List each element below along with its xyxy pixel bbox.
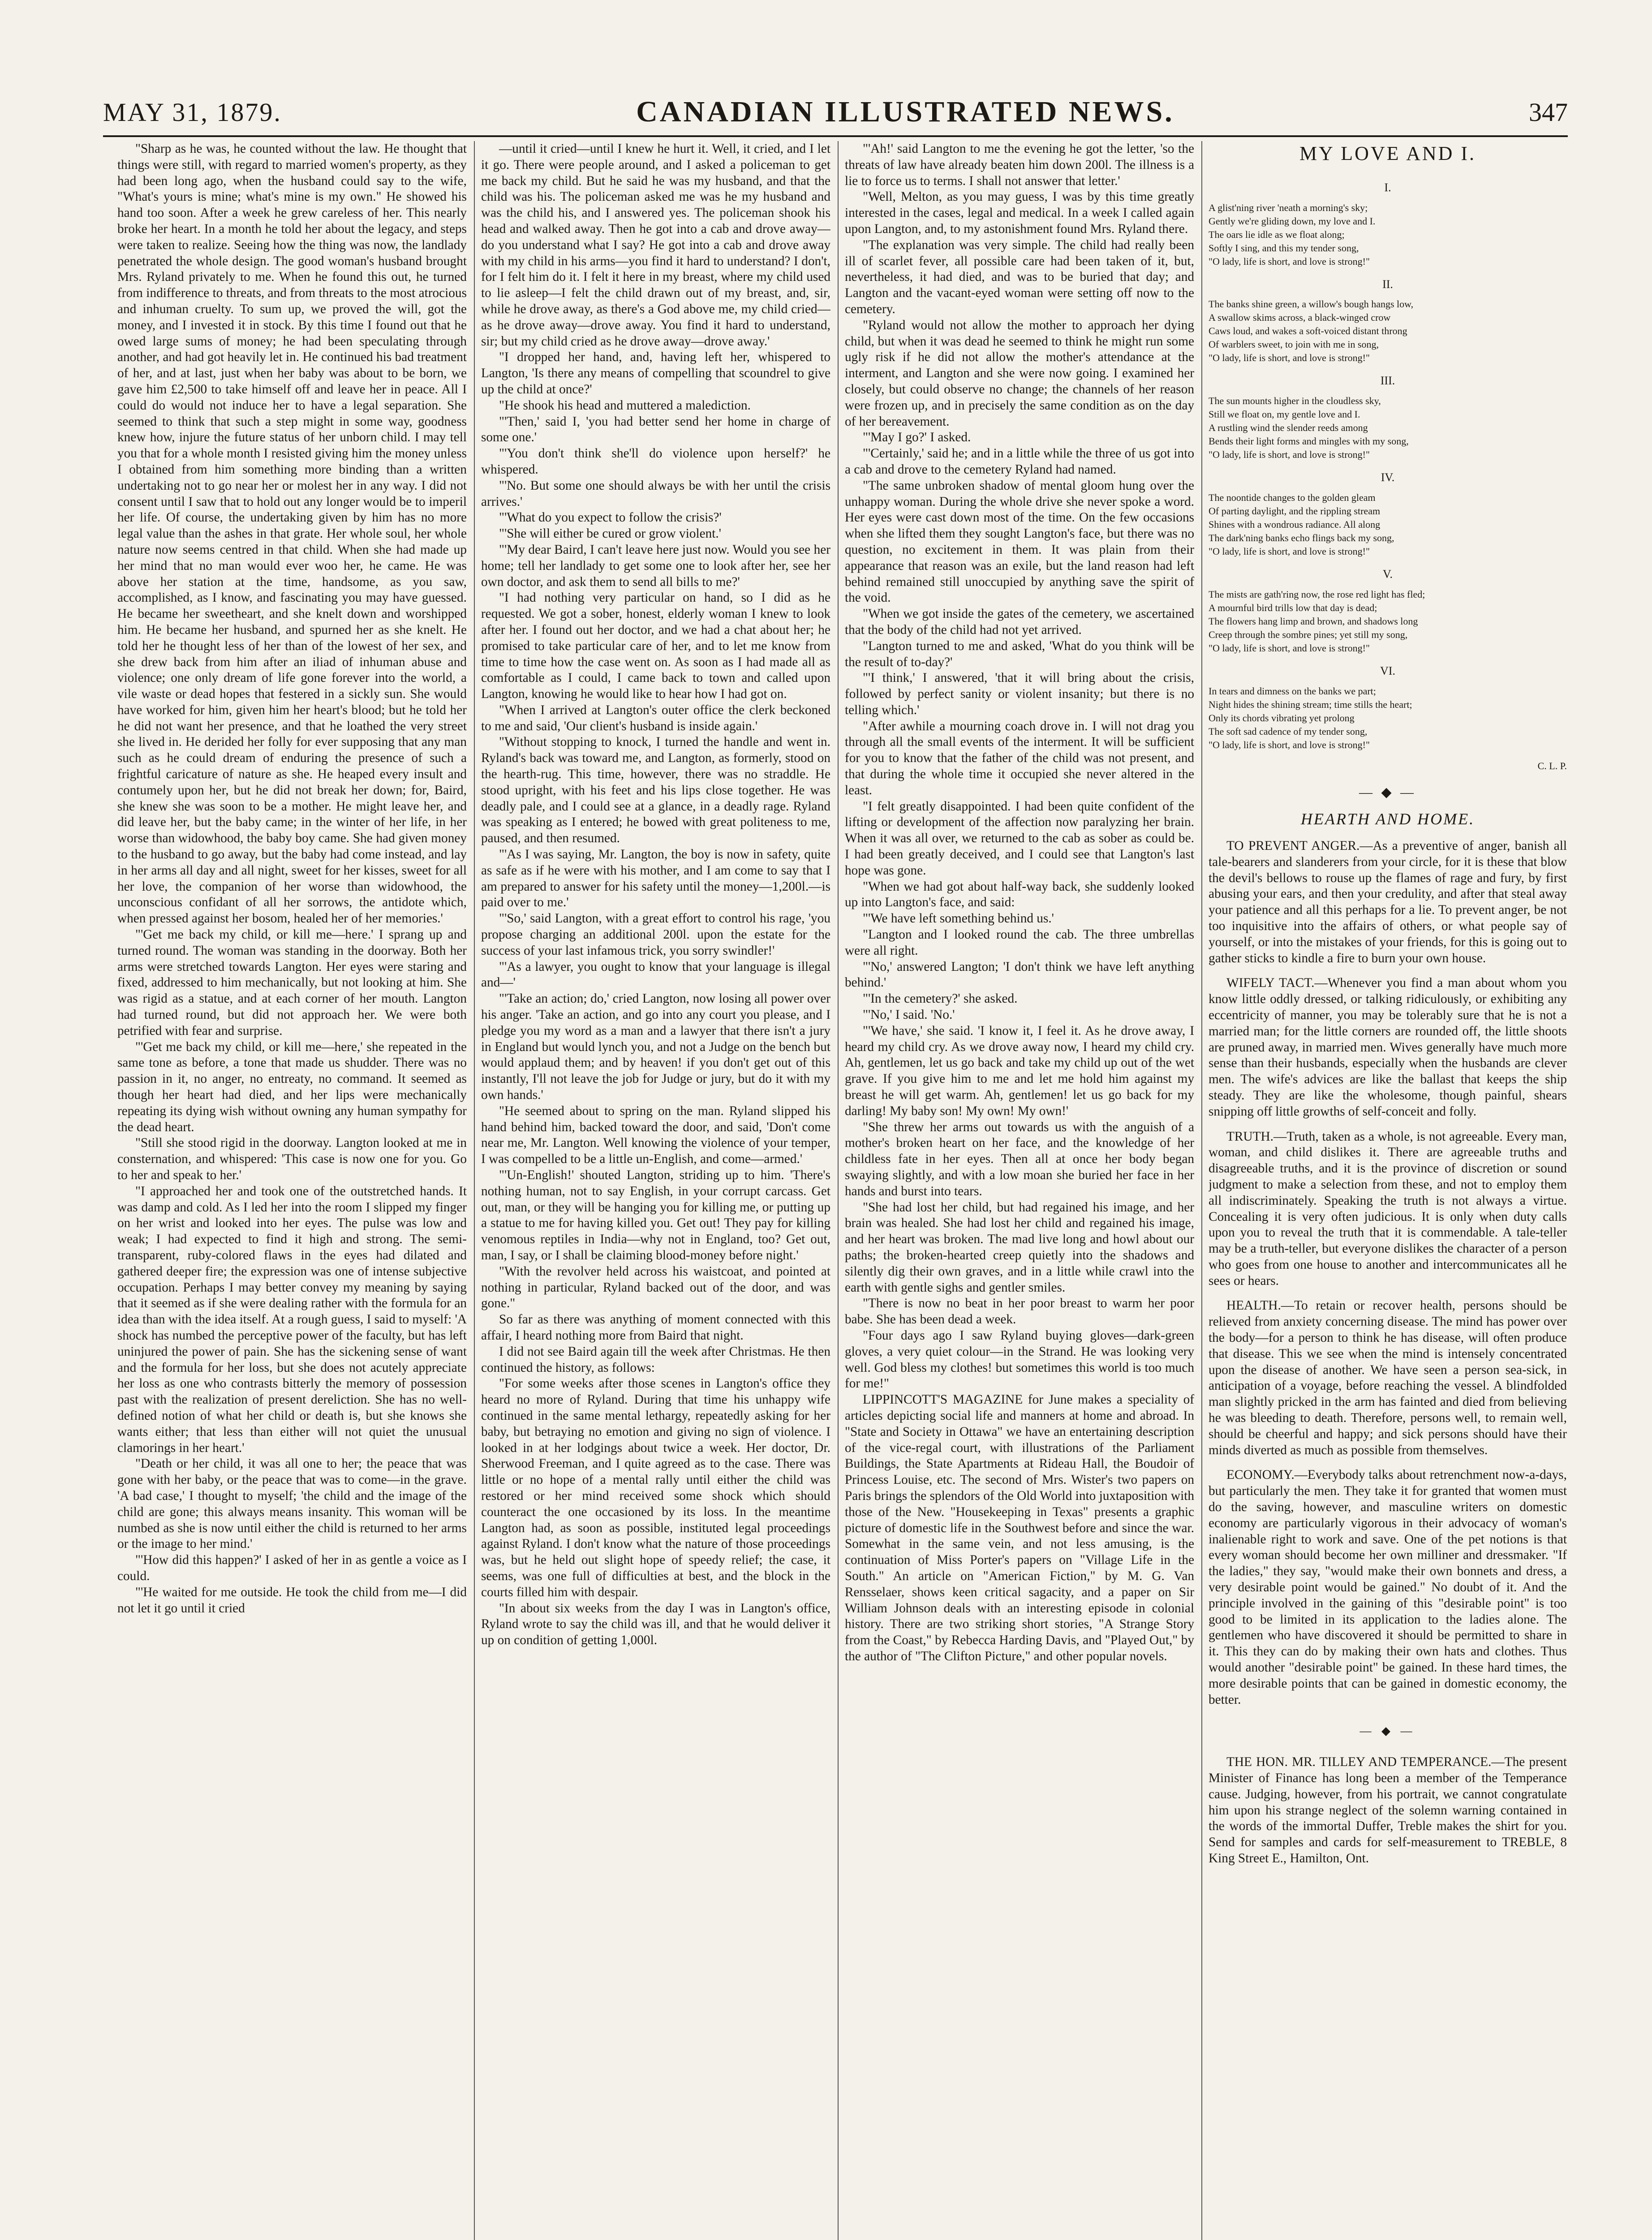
paragraph: "He shook his head and muttered a malediction.	[499, 398, 751, 413]
poem-line: Creep through the sombre pines; yet still my song,	[1209, 629, 1408, 640]
paragraph: "I dropped her hand, and, having left her, whispered to Langton, 'Is there any means of compelling that scoundrel to give up the child at once?'	[481, 350, 830, 396]
poem-line: Softly I sing, and this my tender song,	[1209, 242, 1359, 254]
column-divider	[1201, 141, 1202, 2240]
poem-line: Shines with a wondrous radiance. All along	[1209, 518, 1381, 530]
paragraph: "With the revolver held across his waistcoat, and pointed at nothing in particular, Ryland backed out of the door, and was gone."	[481, 1264, 830, 1311]
column-4	[1209, 141, 1567, 2240]
paragraph: "'Get me back my child, or kill me—here,' she repeated in the same tone as before, a tone that made us shudder. There was no passion in it, no anger, no entreaty, no command. It seemed as though her heart had died, and her lips were mechanically repeating its dying wish without owning any human sympathy for the dead heart.	[117, 1039, 467, 1134]
stanza-number: I.	[1384, 181, 1391, 194]
paragraph: "'In the cemetery?' she asked.	[863, 991, 1018, 1006]
poem-line: Night hides the shining stream; time stills the heart;	[1209, 698, 1412, 710]
stanza-number: V.	[1383, 567, 1393, 581]
poem-line: Bends their light forms and mingles with my song,	[1209, 435, 1409, 447]
paragraph: "'What do you expect to follow the crisis?'	[499, 510, 722, 525]
poem-signature: C. L. P.	[1537, 760, 1567, 771]
paragraph: "'As a lawyer, you ought to know that your language is illegal and—'	[481, 959, 830, 990]
paragraph: "I had nothing very particular on hand, so I did as he requested. We got a sober, honest, elderly woman I knew to look after her. I found out her doctor, and we had a chat about her; he promised to take particular care of her, and to let me know from time to time how the case went on. As soon as I had made all as comfortable as I could, I came back to town and called upon Langton, knowing he would like to hear how I had got on.	[481, 590, 830, 702]
paragraph: "'Ah!' said Langton to me the evening he got the letter, 'so the threats of law have already beaten him down 200l. The illness is a lie to force us to terms. I shall not answer that letter.'	[845, 142, 1194, 188]
story-column-2	[481, 141, 830, 2240]
paragraph: So far as there was anything of moment connected with this affair, I heard nothing more from Baird that night.	[481, 1312, 830, 1343]
hearth-paragraphs	[1209, 838, 1567, 1708]
poem-line: A glist'ning river 'neath a morning's sky;	[1209, 202, 1368, 213]
paragraph: "Langton and I looked round the cab. The three umbrellas were all right.	[845, 927, 1194, 958]
paragraph: "'Get me back my child, or kill me—here.' I sprang up and turned round. The woman was standing in the doorway. Both her arms were stretched towards Langton. Her eyes were staring and fixed, addressed to him mechanically, but not looking at him. She was rigid as a statue, and at each corner of her mouth. Langton had turned round, but did not approach her. We were both petrified with fear and surprise.	[117, 927, 467, 1038]
poem-line: A rustling wind the slender reeds among	[1209, 422, 1368, 434]
paragraph: "After awhile a mourning coach drove in. I will not drag you through all the small events of the interment. It will be sufficient for you to know that the father of the child was not present, and that during the whole time it occupied she never altered in the least.	[845, 719, 1194, 797]
paragraph: "'Then,' said I, 'you had better send her home in charge of some one.'	[481, 414, 830, 445]
stanza-number: II.	[1382, 277, 1393, 291]
poem-line: Of warblers sweet, to join with me in song,	[1209, 339, 1379, 350]
poem-line: A mournful bird trills low that day is dead;	[1209, 602, 1377, 613]
paragraph: "Sharp as he was, he counted without the law. He thought that things were still, with regard to married women's property, as they had been long ago, when the husband could say to the wife, "What's yours is mine; what's mine is my own." He showed his hand too soon. After a week he grew careless of her. This nearly broke her heart. In a month he told her about the legacy, and steps were taken to realize. Seeing how the thing was now, the landlady penetrated the whole design. The good woman's husband brought Mrs. Ryland privately to me. When he found this out, he turned from indifference to threats, and from threats to the most atrocious and inhuman cruelty. To sum up, we proved the will, got the money, and I invested it in stock. By this time I found out that he owed large sums of money; he had been speculating through another, and had got heavily let in. He continued his bad treatment of her, and at last, just when her baby was about to be born, we gave him £2,500 to take himself off and leave her in peace. All I could do would not induce her to have a legal separation. She seemed to think that such a step might in some way, goodness knew how, injure the future status of her unborn child. I may tell you that for a whole month I resisted giving him the money unless I obtained from him something more binding than a written undertaking not to go near her or molest her in any way. I did not consent until I saw that to hold out any longer would be to imperil her life. Of course, the undertaking given by him has no more legal value than the ashes in that grate. Her whole soul, her whole nature now seems centred in that child. When she had made up her mind that no man would ever woo her, he came. He was above her station at the time, handsome, as you saw, accomplished, as I know, and fascinating you may have guessed. He became her sweetheart, and she knelt down and worshipped him. He became her husband, and spurned her as she knelt. He told her he thought less of her than of the lowest of her sex, and she drew back from him after an iliad of inhuman abuse and violence; one only dream of life gone forever into the world, a vile waste or dead hopes that festered in a sickly sun. She would have worked for him, given him her heart's blood; but he told her he did not want her presence, and that he loathed the very street she lived in. He derided her folly for ever supposing that any man such as he could dream of enduring the presence of such a frightful caricature of nature as she. He heaped every insult and contumely upon her, but he did not break her down; for, Baird, she knew she was soon to be a mother. He might leave her, and did leave her, but the baby came; in the winter of her life, in her worse than widowhood, the baby boy came. She had given money to the husband to go away, but the baby had come instead, and lay in her arms all day and all night, sweet for her kisses, sweet for all her love, the companion of her worse than widowhood, the unconscious confidant of all her sorrows, the antidote which, when pressed against her bosom, healed her of her memories.'	[117, 142, 467, 926]
stanza-number: III.	[1380, 374, 1395, 388]
paragraph: "She threw her arms out towards us with the anguish of a mother's broken heart on her face, and the knowledge of her childless fate in her eyes. Then all at once her body began swaying slightly, and with a low moan she buried her face in her hands and burst into tears.	[845, 1120, 1194, 1198]
hearth-paragraph: HEALTH.—To retain or recover health, persons should be relieved from anxiety concerning disease. The mind has power over the body—for a person to think he has disease, will often produce that disease. This we see when the mind is intensely concentrated upon the disease of another. We have seen a person sea-sick, in anticipation of a voyage, before reaching the vessel. A blindfolded man slightly pricked in the arm has fainted and died from believing he was bleeding to death. Therefore, persons well, to remain well, should be cheerful and happy; and sick persons should have their minds diverted as much as possible from themselves.	[1209, 1298, 1567, 1457]
poem-line: The sun mounts higher in the cloudless sky,	[1209, 395, 1381, 407]
poem-line: "O lady, life is short, and love is strong!"	[1209, 449, 1370, 461]
poem-line: "O lady, life is short, and love is strong!"	[1209, 352, 1370, 364]
section-divider: — ◆ —	[1359, 1724, 1416, 1738]
poem-line: Only its chords vibrating yet prolong	[1209, 712, 1355, 724]
paragraph: "The same unbroken shadow of mental gloom hung over the unhappy woman. During the whole drive she never spoke a word. Her eyes were cast down most of the time. On the few occasions when she lifted them they sought Langton's face, but there was no question, no excitement in them. It was plain from their appearance that reason was an exile, but the land reason had left behind remained still unoccupied by anything save the spirit of the void.	[845, 478, 1194, 605]
poem-line: Still we float on, my gentle love and I.	[1209, 409, 1360, 420]
stanza-number: VI.	[1380, 664, 1395, 677]
paragraph: LIPPINCOTT'S MAGAZINE for June makes a speciality of articles depicting social life and manners at home and abroad. In "State and Society in Ottawa" we have an entertaining description of the vice-regal court, with illustrations of the Parliament Buildings, the State Apartments at Rideau Hall, the Boudoir of Princess Louise, etc. The second of Mrs. Wister's two papers on Paris brings the splendors of the Old World into juxtaposition with those of the New. "Housekeeping in Texas" presents a graphic picture of domestic life in the Southwest before and since the war. Somewhat in the same vein, and not less amusing, is the continuation of Miss Porter's papers on "Village Life in the South." An article on "American Fiction," by M. G. Van Rensselaer, shows keen critical sagacity, and a paper on Sir William Johnson deals with an interesting episode in colonial history. There are two striking short stories, "A Strange Story from the Coast," by Rebecca Harding Davis, and "Played Out," by the author of "The Clifton Picture," and other popular novels.	[845, 1392, 1194, 1663]
paragraph: "'He waited for me outside. He took the child from me—I did not let it go until it cried	[117, 1585, 467, 1615]
hearth-title: HEARTH AND HOME.	[1300, 810, 1475, 828]
paragraph: I did not see Baird again till the week after Christmas. He then continued the history, as follows:	[481, 1344, 830, 1375]
hearth-paragraph: WIFELY TACT.—Whenever you find a man about whom you know little oddly dressed, or talking ridiculously, or exhibiting any eccentricity of manner, you may be tolerably sure that he is not a married man; for the little corners are rounded off, the little shoots are pruned away, in married men. Wives generally have much more sense than their husbands, especially when the husbands are clever men. The wife's advices are like the ballast that keeps the ship steady. They are like the wholesome, though painful, shears snipping off little growths of self-conceit and folly.	[1209, 976, 1567, 1119]
paragraph: "In about six weeks from the day I was in Langton's office, Ryland wrote to say the child was ill, and that he would deliver it up on condition of getting 1,000l.	[481, 1601, 830, 1648]
paragraph: "'How did this happen?' I asked of her in as gentle a voice as I could.	[117, 1553, 467, 1583]
paragraph: "'I think,' I answered, 'that it will bring about the crisis, followed by perfect sanity or violent insanity; but there is no telling which.'	[845, 671, 1194, 717]
page-header	[103, 92, 1568, 132]
paragraph: "When I arrived at Langton's outer office the clerk beckoned to me and said, 'Our client's husband is inside again.'	[481, 702, 830, 733]
header-rule	[103, 135, 1568, 137]
poem-line: A swallow skims across, a black-winged crow	[1209, 312, 1391, 323]
poem-line: The mists are gath'ring now, the rose red light has fled;	[1209, 588, 1425, 600]
poem-line: The oars lie idle as we float along;	[1209, 228, 1345, 240]
paragraph: "'So,' said Langton, with a great effort to control his rage, 'you propose charging an additional 200l. upon the estate for the success of your last infamous trick, you sorry swindler!'	[481, 911, 830, 958]
poem-line: The flowers hang limp and brown, and shadows long	[1209, 615, 1418, 627]
paragraph: "'Take an action; do,' cried Langton, now losing all power over his anger. 'Take an action, and go into any court you please, and I pledge you my word as a man and a lawyer that there isn't a jury in England but would lynch you, and not a Judge on the bench but would applaud them; and by heaven! if you don't get out of this instantly, I'll not leave the job for Judge or jury, but do it with my own hands.'	[481, 991, 830, 1103]
paragraph: "She had lost her child, but had regained his image, and her brain was healed. She had lost her child and regained his image, and her heart was broken. The mad live long and howl about our paths; the broken-hearted creep quietly into the shadows and silently dig their own graves, and in a little while crawl into the earth with gentle sighs and gentler smiles.	[845, 1200, 1194, 1295]
paragraph: "Death or her child, it was all one to her; the peace that was gone with her baby, or the peace that was to come—in the grave. 'A bad case,' I thought to myself; 'the child and the image of the child are gone; this always means insanity. This woman will be numbed as she is now until either the child is returned to her arms or the image to her mind.'	[117, 1456, 467, 1551]
paragraph: "'We have,' she said. 'I know it, I feel it. As he drove away, I heard my child cry. As we drove away now, I heard my child cry. Ah, gentlemen, let us go back and take my child up out of the wet grave. If you give him to me and let me hold him against my breast he will get warm. Ah, gentlemen! let us go back for my darling! My baby son! My own! My own!'	[845, 1023, 1194, 1118]
poem	[1209, 142, 1567, 774]
poem-line: Caws loud, and wakes a soft-voiced distant throng	[1209, 325, 1407, 337]
poem-line: "O lady, life is short, and love is strong!"	[1209, 642, 1370, 654]
tilley-notice: THE HON. MR. TILLEY AND TEMPERANCE.—The present Minister of Finance has long been a member of the Temperance cause. Judging, however, from his portrait, we cannot congratulate him upon his strange neglect of the solemn warning contained in the words of the immortal Duffer, Treble makes the shirt for you. Send for samples and cards for self-measurement to TREBLE, 8 King Street E., Hamilton, Ont.	[1209, 1755, 1567, 1865]
paragraph: "Ryland would not allow the mother to approach her dying child, but when it was dead he seemed to think he might run some ugly risk if he did not allow the mother's attendance at the interment, and Langton and she were now going. I examined her closely, but could observe no change; the channels of her reason were frozen up, and in precisely the same condition as on the day of her bereavement.	[845, 318, 1194, 429]
column-divider	[838, 141, 839, 2240]
poem-line: "O lady, life is short, and love is strong!"	[1209, 545, 1370, 557]
paragraph: "'May I go?' I asked.	[863, 430, 971, 445]
paragraph: "'No,' answered Langton; 'I don't think we have left anything behind.'	[845, 959, 1194, 990]
paragraph: "For some weeks after those scenes in Langton's office they heard no more of Ryland. During that time his unhappy wife continued in the same mental lethargy, repeatedly asking for her baby, but betraying no emotion and giving no sign of violence. I looked in at her lodgings about twice a week. Her doctor, Dr. Sherwood Freeman, and I quite agreed as to the case. There was little or no hope of a mental rally until either the child was restored or her mind received some shock which should counteract the one occasioned by its loss. In the meantime Langton had, as soon as possible, instituted legal proceedings against Ryland. I don't know what the nature of those proceedings was, but he held out slight hope of speedy relief; the case, it seems, was one full of difficulties at best, and the block in the courts filled him with despair.	[481, 1376, 830, 1599]
paragraph: "The explanation was very simple. The child had really been ill of scarlet fever, all possible care had been taken of it, but, nevertheless, it had died, and was to be buried that day; and Langton and the vacant-eyed woman were setting off now to the cemetery.	[845, 237, 1194, 316]
paragraph: "Four days ago I saw Ryland buying gloves—dark-green gloves, a very quiet colour—in the Strand. He was looking very well. God bless my clothes! but sometimes this world is too much for me!"	[845, 1328, 1194, 1391]
ornament-divider: — ◆ —	[1359, 785, 1417, 800]
poem-line: The noontide changes to the golden gleam	[1209, 491, 1376, 503]
poem-line: Gently we're gliding down, my love and I.	[1209, 215, 1376, 227]
paragraph: "'Certainly,' said he; and in a little while the three of us got into a cab and drove to the cemetery Ryland had named.	[845, 446, 1194, 477]
paragraph: —until it cried—until I knew he hurt it. Well, it cried, and I let it go. There were people around, and I asked a policeman to get me back my child. But he said he was my husband, and that the child was his. The policeman asked me was he my husband and was the child his, and I answered yes. The policeman shook his head and walked away. Then he got into a cab and drove away—do you understand what I say? He got into a cab and drove away with my child in his arms—you find it hard to understand? I don't, for I felt him do it. I felt it here in my breast, where my child used to lie asleep—I felt the child drawn out of my breast, and, sir, while he drove away, as there's a God above me, my child cried—as he drove away—drove away. You find it hard to understand, sir; but my child cried as he drove away—drove away.'	[481, 142, 830, 349]
hearth-paragraph: ECONOMY.—Everybody talks about retrenchment now-a-days, but particularly the men. They take it for granted that women must do the saving, however, and masculine writers on domestic economy are particularly vigorous in their advocacy of woman's inalienable right to work and save. One of the pet notions is that every woman should become her own milliner and dressmaker. "If the ladies," they say, "would make their own bonnets and dress, a very desirable point would be gained." No doubt of it. And the principle involved in the gaining of this "desirable point" is too good to be limited in its application to the ladies alone. The gentlemen who have discovered it should be permitted to share in it. This they can do by making their own hats and clothes. Thus would another "desirable point" be gained. In these hard times, the more desirable points that can be gained in domestic economy, the better.	[1209, 1468, 1567, 1707]
poem-title: MY LOVE AND I.	[1299, 142, 1476, 164]
poem-line: In tears and dimness on the banks we part;	[1209, 685, 1376, 697]
newspaper-title: CANADIAN ILLUSTRATED NEWS.	[636, 95, 1174, 128]
paragraph: "There is now no beat in her poor breast to warm her poor babe. She has been dead a week.	[845, 1296, 1194, 1327]
paragraph: "'No,' I said. 'No.'	[863, 1008, 955, 1022]
paragraph: "Without stopping to knock, I turned the handle and went in. Ryland's back was toward me, and Langton, as formerly, stood on the hearth-rug. This time, however, there was no straddle. He stood upright, with his feet and his lips close together. He was deadly pale, and I could see at a glance, in a deadly rage. Ryland was speaking as I entered; he bowed with great politeness to me, paused, and then resumed.	[481, 735, 830, 846]
paragraph: "'Un-English!' shouted Langton, striding up to him. 'There's nothing human, not to say English, in your corrupt carcass. Get out, man, or they will be hanging you for killing me, or putting up a statue to me for having killed you. Get out! They pay for killing venomous reptiles in India—why not in England, too? Get out, man, I say, or I shall be claiming blood-money before night.'	[481, 1168, 830, 1262]
poem-line: "O lady, life is short, and love is strong!"	[1209, 739, 1370, 750]
poem-line: Of parting daylight, and the rippling stream	[1209, 505, 1381, 517]
paragraph: "I approached her and took one of the outstretched hands. It was damp and cold. As I led her into the room I slipped my finger on her wrist and looked into her eyes. The pulse was low and weak; I had expected to find it high and strong. The semi-transparent, ruby-colored flaws in the eyes had dilated and gathered deeper fire; the expression was one of intense subjective occupation. Perhaps I may better convey my meaning by saying that it seemed as if she were dealing rather with the formula for an idea than with the idea itself. At a rough guess, I said to myself: 'A shock has numbed the perceptive power of the faculty, but has left uninjured the power of pain. She has the sickening sense of want and the formula for her loss, but she does not acutely appreciate her loss as one who contrasts bitterly the memory of possession past with the realization of present dereliction. She has no well-defined notion of what her child or death is, but she knows she wants either; that less than either will not quiet the unusual clamorings in her heart.'	[117, 1184, 467, 1455]
stanza-number: IV.	[1381, 471, 1395, 484]
paragraph: "I felt greatly disappointed. I had been quite confident of the lifting or development of the affection now paralyzing her brain. When it was all over, we returned to the cab as sober as could be. I had been greatly deceived, and I could see that Langton's last hope was gone.	[845, 799, 1194, 878]
paragraph: "'You don't think she'll do violence upon herself?' he whispered.	[481, 446, 830, 477]
paragraph: "Well, Melton, as you may guess, I was by this time greatly interested in the cases, legal and medical. In a week I called again upon Langton, and, to my astonishment found Mrs. Ryland there.	[845, 190, 1194, 236]
poem-line: "O lady, life is short, and love is strong!"	[1209, 255, 1370, 267]
hearth-paragraph: TO PREVENT ANGER.—As a preventive of anger, banish all tale-bearers and slanderers from your circle, for it is these that blow the devil's bellows to rouse up the flames of rage and fury, by first abusing your ears, and then your credulity, and after that steal away your patience and all this perhaps for a lie. To prevent anger, be not too inquisitive into the affairs of others, or what people say of yourself, or into the mistakes of your friends, for this is going out to gather sticks to kindle a fire to burn your own house.	[1209, 838, 1567, 965]
paragraph: "When we had got about half-way back, she suddenly looked up into Langton's face, and said:	[845, 879, 1194, 910]
column-divider	[474, 141, 475, 2240]
poem-line: The banks shine green, a willow's bough hangs low,	[1209, 298, 1414, 310]
paragraph: "'As I was saying, Mr. Langton, the boy is now in safety, quite as safe as if he were with his mother, and I am come to say that I am prepared to answer for his safety until the money—1,200l.—is paid over to me.'	[481, 847, 830, 910]
paragraph: "'We have left something behind us.'	[863, 911, 1054, 926]
poem-line: The dark'ning banks echo flings back my song,	[1209, 532, 1394, 543]
paragraph: "Langton turned to me and asked, 'What do you think will be the result of to-day?'	[845, 638, 1194, 669]
paragraph: "Still she stood rigid in the doorway. Langton looked at me in consternation, and whispered: 'This case is now one for you. Go to her and speak to her.'	[117, 1136, 467, 1182]
page-number: 347	[1529, 97, 1568, 127]
paragraph: "'My dear Baird, I can't leave here just now. Would you see her home; tell her landlady to get some one to look after her, see her own doctor, and ask them to send all bills to me?'	[481, 542, 830, 589]
poem-stanzas	[1209, 180, 1567, 752]
hearth-paragraph: TRUTH.—Truth, taken as a whole, is not agreeable. Every man, woman, and child dislikes it. There are agreeable truths and disagreeable truths, and it is the province of discretion or sound judgment to make a selection from these, and not to employ them all indiscriminately. Speaking the truth is not always a virtue. Concealing it is very often judicious. It is only when duty calls upon you to reveal the truth that it is commendable. A tale-teller may be a truth-teller, but everyone dislikes the character of a person who goes from one house to another and intercommunicates all he sees or hears.	[1209, 1129, 1567, 1288]
paragraph: "'No. But some one should always be with her until the crisis arrives.'	[481, 478, 830, 509]
story-column-3	[845, 141, 1194, 2240]
poem-line: The soft sad cadence of my tender song,	[1209, 725, 1368, 737]
paragraph: "When we got inside the gates of the cemetery, we ascertained that the body of the child had not yet arrived.	[845, 607, 1194, 637]
issue-date: MAY 31, 1879.	[103, 97, 282, 127]
story-column-1	[117, 141, 467, 2240]
paragraph: "'She will either be cured or grow violent.'	[499, 526, 722, 541]
paragraph: "He seemed about to spring on the man. Ryland slipped his hand behind him, backed toward the door, and said, 'Don't come near me, Mr. Langton. Well knowing the violence of your temper, I was compelled to be a little un-English, and come—armed.'	[481, 1103, 830, 1167]
